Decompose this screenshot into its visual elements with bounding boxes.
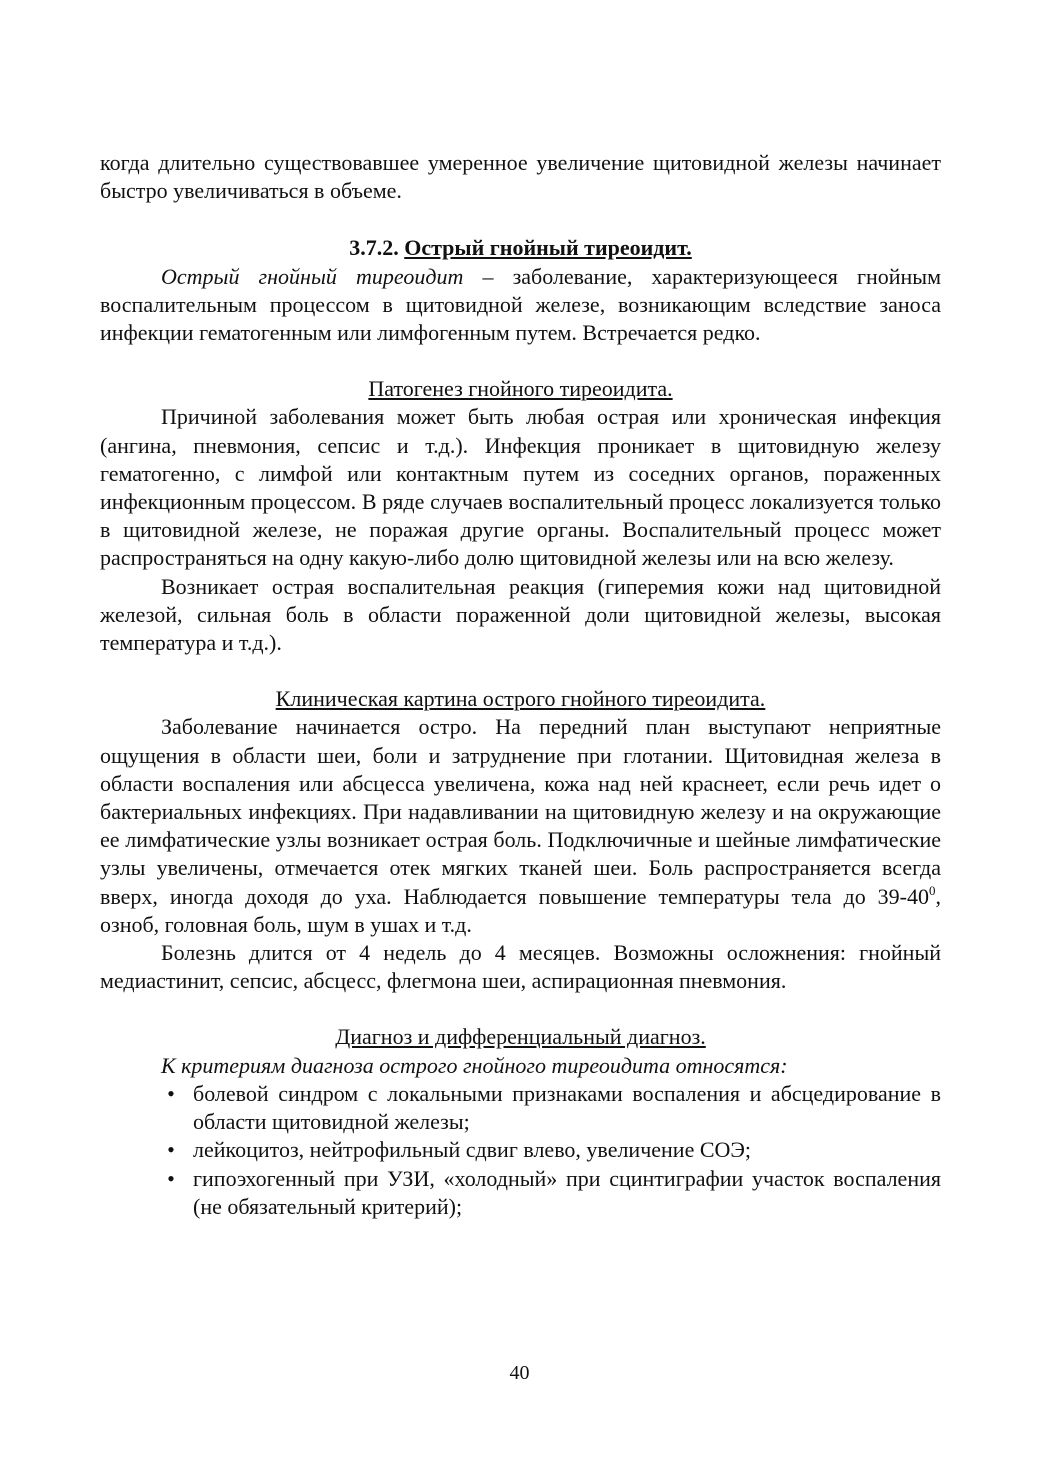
criteria-list (100, 1080, 941, 1221)
section-heading (100, 234, 941, 262)
definition-term: Острый гнойный тиреоидит (161, 263, 464, 289)
section-number: 3.7.2. (349, 235, 399, 261)
paragraph-definition (100, 263, 941, 348)
paragraph-reaction: Возникает острая воспалительная реакция (гиперемия кожи над щитовидной железой, сильная боль в области пораженной доли щитовидной железы, высокая температура и т.д.). (100, 573, 941, 656)
definition-text: – заболевание, характеризующееся гнойным воспалительным процессом в щитовидной железе, возникающим вследствие заноса инфекции гематогенным или лимфогенным путем. Встречается редко. (100, 263, 941, 346)
bullet-icon: • (167, 1137, 175, 1163)
degree-superscript: 0 (929, 882, 936, 898)
paragraph-pathogenesis: Причиной заболевания может быть любая острая или хроническая инфекция (ангина, пневмония, сепсис и т.д.). Инфекция проникает в щитовидную железу гематогенно, с лимфой или контактным путем из соседних органов, пораженных инфекционным процессом. В ряде случаев воспалительный процесс локализуется только в щитовидной железе, не поражая другие органы. Воспалительный процесс может распространяться на одну какую-либо долю щитовидной железы или на всю железу. (100, 404, 941, 571)
paragraph-criteria-intro: К критериям диагноза острого гнойного тиреоидита относятся: (161, 1052, 788, 1078)
list-item: • гипоэхогенный при УЗИ, «холодный» при сцинтиграфии участок воспаления (не обязательный критерий); (100, 1165, 941, 1221)
paragraph-duration: Болезнь длится от 4 недель до 4 месяцев. Возможны осложнения: гнойный медиастинит, сепсис, абсцесс, флегмона шеи, аспирационная пневмония. (100, 940, 941, 994)
subheading-diagnosis: Диагноз и дифференциальный диагноз. (335, 1024, 706, 1050)
bullet-icon: • (167, 1165, 175, 1191)
paragraph-clinical: Заболевание начинается остро. На передний план выступают неприятные ощущения в области шеи, боли и затруднение при глотании. Щитовидная железа в области воспаления или абсцесса увеличена, кожа над ней краснеет, если речь идет о бактериальных инфекциях. При надавливании на щитовидную железу и на окружающие ее лимфатические узлы возникает острая боль. Подключичные и шейные лимфатические узлы увеличены, отмечается отек мягких тканей шеи. Боль распространяется всегда вверх, иногда доходя до уха. Наблюдается повышение температуры тела до $39-40^0$, озноб, головная боль, шум в ушах и т.д. (100, 714, 941, 937)
section-title: Острый гнойный тиреоидит. (404, 235, 692, 261)
list-item: • болевой синдром с локальными признаками воспаления и абсцедирование в области щитовидной железы; (100, 1080, 941, 1136)
list-item: • лейкоцитоз, нейтрофильный сдвиг влево, увеличение СОЭ; (100, 1136, 941, 1164)
subheading-clinical-picture: Клиническая картина острого гнойного тиреоидита. (275, 686, 766, 712)
page-content (100, 149, 941, 1221)
subheading-pathogenesis: Патогенез гнойного тиреоидита. (368, 376, 673, 402)
page-number: 40 (509, 1362, 530, 1384)
bullet-icon: • (167, 1080, 175, 1106)
paragraph-continuation: когда длительно существовавшее умеренное увеличение щитовидной железы начинает быстро увеличиваться в объеме. (100, 150, 941, 204)
